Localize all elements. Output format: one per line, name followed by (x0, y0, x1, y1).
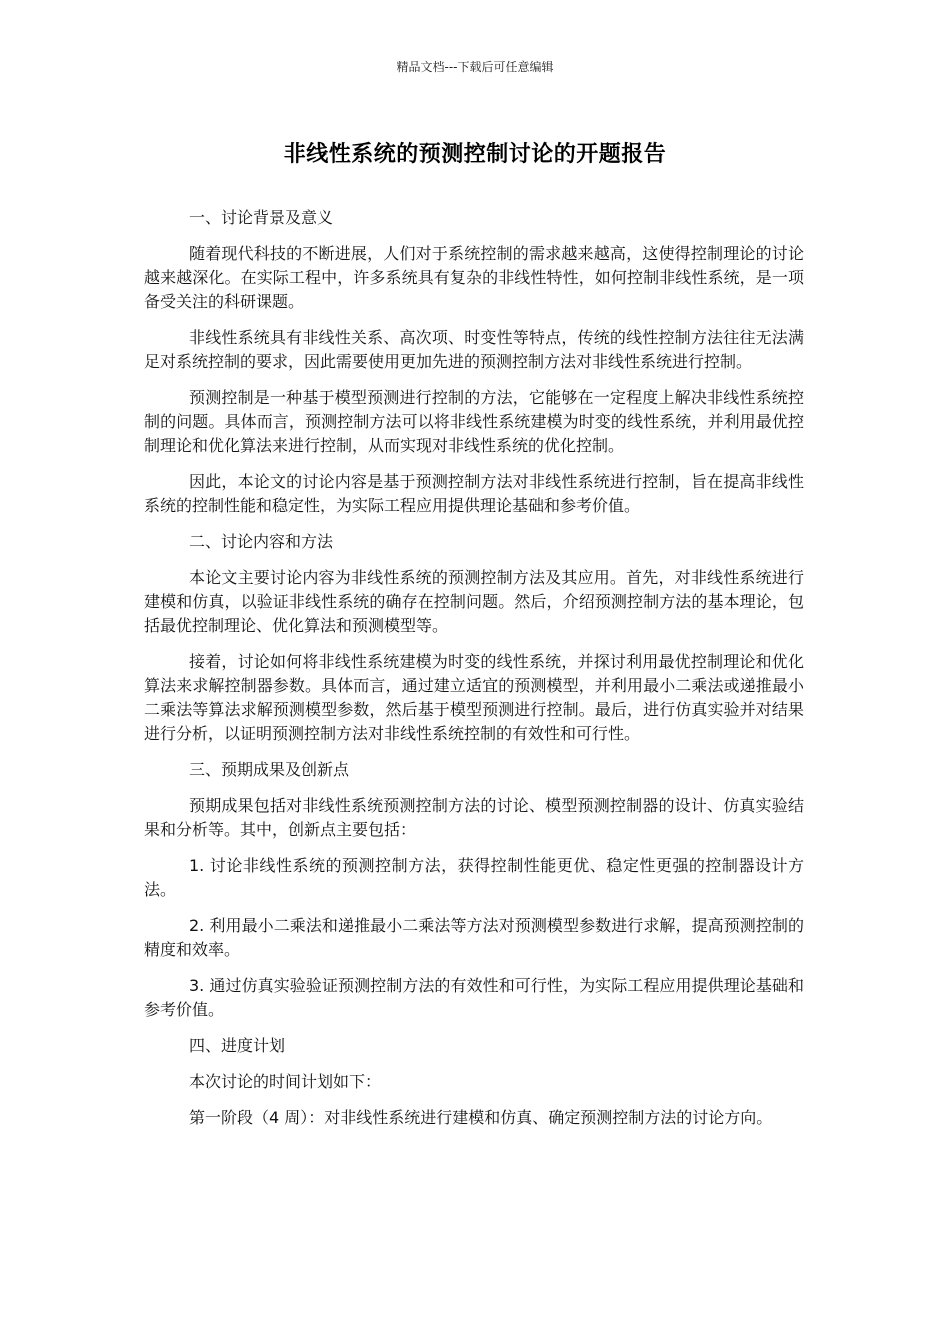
document-title: 非线性系统的预测控制讨论的开题报告 (283, 142, 667, 167)
section-heading-schedule: 四、进度计划 (189, 1036, 286, 1055)
paragraph: 本论文主要讨论内容为非线性系统的预测控制方法及其应用。首先，对非线性系统进行建模和仿真，以验证非线性系统的确存在控制问题。然后，介绍预测控制方法的基本理论，包括最优控制理论、优化算法和预测模型等。 (144, 568, 804, 635)
paragraph: 预期成果包括对非线性系统预测控制方法的讨论、模型预测控制器的设计、仿真实验结果和分析等。其中，创新点主要包括： (144, 796, 804, 839)
list-item: 1. 讨论非线性系统的预测控制方法，获得控制性能更优、稳定性更强的控制器设计方法。 (144, 856, 804, 899)
section-heading-expected-results: 三、预期成果及创新点 (189, 760, 350, 779)
section-heading-background: 一、讨论背景及意义 (189, 208, 334, 227)
paragraph: 因此，本论文的讨论内容是基于预测控制方法对非线性系统进行控制，旨在提高非线性系统的控制性能和稳定性，为实际工程应用提供理论基础和参考价值。 (144, 472, 804, 515)
paragraph: 非线性系统具有非线性关系、高次项、时变性等特点，传统的线性控制方法往往无法满足对系统控制的要求，因此需要使用更加先进的预测控制方法对非线性系统进行控制。 (144, 328, 804, 371)
list-item: 3. 通过仿真实验验证预测控制方法的有效性和可行性，为实际工程应用提供理论基础和参考价值。 (144, 976, 804, 1019)
paragraph: 预测控制是一种基于模型预测进行控制的方法，它能够在一定程度上解决非线性系统控制的问题。具体而言，预测控制方法可以将非线性系统建模为时变的线性系统，并利用最优控制理论和优化算法来进行控制，从而实现对非线性系统的优化控制。 (144, 388, 804, 455)
paragraph: 随着现代科技的不断进展，人们对于系统控制的需求越来越高，这使得控制理论的讨论越来越深化。在实际工程中，许多系统具有复杂的非线性特性，如何控制非线性系统，是一项备受关注的科研课题。 (144, 244, 804, 311)
list-item: 2. 利用最小二乘法和递推最小二乘法等方法对预测模型参数进行求解，提高预测控制的精度和效率。 (144, 916, 804, 959)
section-heading-content-methods: 二、讨论内容和方法 (189, 532, 334, 551)
paragraph: 接着，讨论如何将非线性系统建模为时变的线性系统，并探讨利用最优控制理论和优化算法来求解控制器参数。具体而言，通过建立适宜的预测模型，并利用最小二乘法或递推最小二乘法等算法求解预测模型参数，然后基于模型预测进行控制。最后，进行仿真实验并对结果进行分析，以证明预测控制方法对非线性系统控制的有效性和可行性。 (144, 652, 804, 743)
paragraph: 第一阶段（4 周）：对非线性系统进行建模和仿真、确定预测控制方法的讨论方向。 (189, 1108, 773, 1127)
paragraph: 本次讨论的时间计划如下： (189, 1072, 382, 1091)
page-header: 精品文档---下载后可任意编辑 (396, 60, 554, 74)
document-body (144, 206, 804, 1142)
